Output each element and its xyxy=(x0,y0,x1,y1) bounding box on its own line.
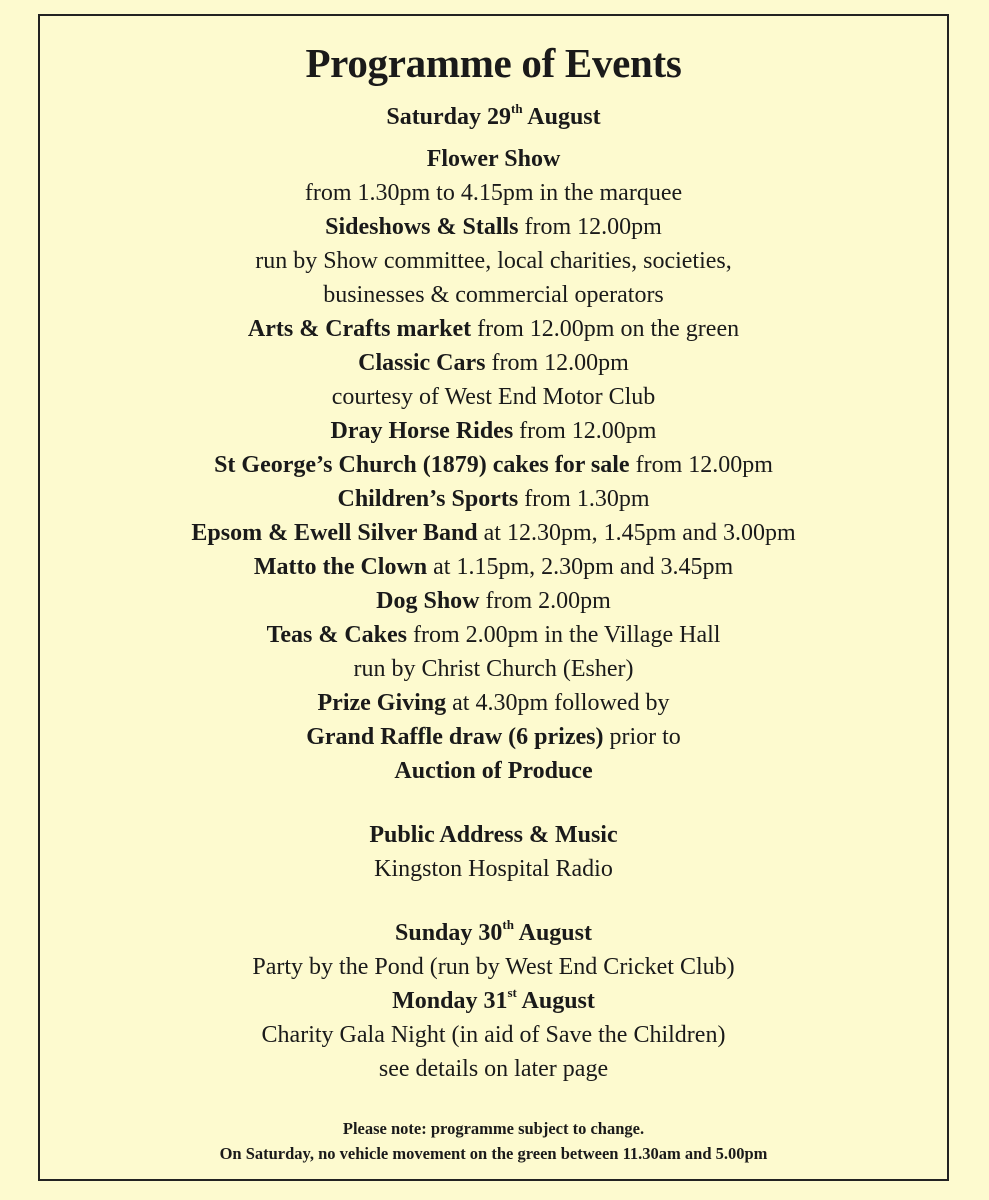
event-time: from 12.00pm xyxy=(485,350,629,376)
monday-heading-month: August xyxy=(516,988,595,1014)
monday-heading xyxy=(40,984,947,1018)
saturday-heading-text: Saturday 29 xyxy=(386,104,512,130)
saturday-heading xyxy=(40,100,947,134)
monday-heading-suffix: st xyxy=(507,985,517,1000)
event-time: at 1.15pm, 2.30pm and 3.45pm xyxy=(427,554,734,580)
flower-show-detail: from 1.30pm to 4.15pm in the marquee xyxy=(304,180,683,206)
note-vehicle-movement: On Saturday, no vehicle movement on the green between 11.30am and 5.00pm xyxy=(219,1144,768,1163)
event-name: Dray Horse Rides xyxy=(330,418,514,444)
monday-detail-1: Charity Gala Night (in aid of Save the Children) xyxy=(261,1022,726,1048)
saturday-heading-suffix: th xyxy=(511,101,523,116)
event-time: from 12.00pm xyxy=(629,452,773,478)
event-dog-show xyxy=(40,584,947,618)
page-title: Programme of Events xyxy=(305,40,682,86)
event-auction: Auction of Produce xyxy=(394,758,593,784)
sideshows-detail-1: run by Show committee, local charities, societies, xyxy=(255,248,732,274)
event-church-cakes xyxy=(40,448,947,482)
event-name: Arts & Crafts market xyxy=(247,316,472,342)
event-time: from 2.00pm xyxy=(479,588,611,614)
teas-cakes-detail: run by Christ Church (Esher) xyxy=(353,656,634,682)
event-time: from 2.00pm in the Village Hall xyxy=(407,622,721,648)
event-time: from 12.00pm xyxy=(518,214,662,240)
sunday-heading-text: Sunday 30 xyxy=(395,920,503,946)
flower-show-name: Flower Show xyxy=(426,146,561,172)
note-programme-change: Please note: programme subject to change. xyxy=(342,1119,645,1138)
event-time: from 12.00pm xyxy=(513,418,657,444)
event-prize-giving xyxy=(40,686,947,720)
programme-content xyxy=(40,16,947,1166)
event-silver-band xyxy=(40,516,947,550)
event-time: from 1.30pm xyxy=(518,486,650,512)
event-childrens-sports xyxy=(40,482,947,516)
event-time: at 4.30pm followed by xyxy=(446,690,670,716)
event-name: Matto the Clown xyxy=(253,554,428,580)
event-sideshows xyxy=(40,210,947,244)
event-name: Sideshows & Stalls xyxy=(325,214,519,240)
event-arts-crafts xyxy=(40,312,947,346)
event-time: at 12.30pm, 1.45pm and 3.00pm xyxy=(477,520,796,546)
event-name: Dog Show xyxy=(376,588,480,614)
sunday-heading xyxy=(40,916,947,950)
public-address-detail: Kingston Hospital Radio xyxy=(374,856,613,882)
monday-detail-2: see details on later page xyxy=(378,1056,609,1082)
event-classic-cars xyxy=(40,346,947,380)
event-clown xyxy=(40,550,947,584)
event-time: prior to xyxy=(603,724,681,750)
event-grand-raffle xyxy=(40,720,947,754)
sideshows-detail-2: businesses & commercial operators xyxy=(323,282,664,308)
event-name: Children’s Sports xyxy=(337,486,519,512)
sunday-detail: Party by the Pond (run by West End Cricket Club) xyxy=(252,954,735,980)
event-teas-cakes xyxy=(40,618,947,652)
event-name: Grand Raffle draw (6 prizes) xyxy=(306,724,604,750)
public-address-heading: Public Address & Music xyxy=(369,822,618,848)
event-name: Classic Cars xyxy=(358,350,486,376)
event-name: Epsom & Ewell Silver Band xyxy=(191,520,478,546)
event-time: from 12.00pm on the green xyxy=(471,316,740,342)
event-dray-horse xyxy=(40,414,947,448)
event-name: St George’s Church (1879) cakes for sale xyxy=(214,452,630,478)
sunday-heading-suffix: th xyxy=(502,917,514,932)
saturday-heading-month: August xyxy=(522,104,601,130)
event-name: Prize Giving xyxy=(317,690,447,716)
classic-cars-detail: courtesy of West End Motor Club xyxy=(331,384,656,410)
monday-heading-text: Monday 31 xyxy=(392,988,508,1014)
event-name: Teas & Cakes xyxy=(266,622,408,648)
sunday-heading-month: August xyxy=(513,920,592,946)
